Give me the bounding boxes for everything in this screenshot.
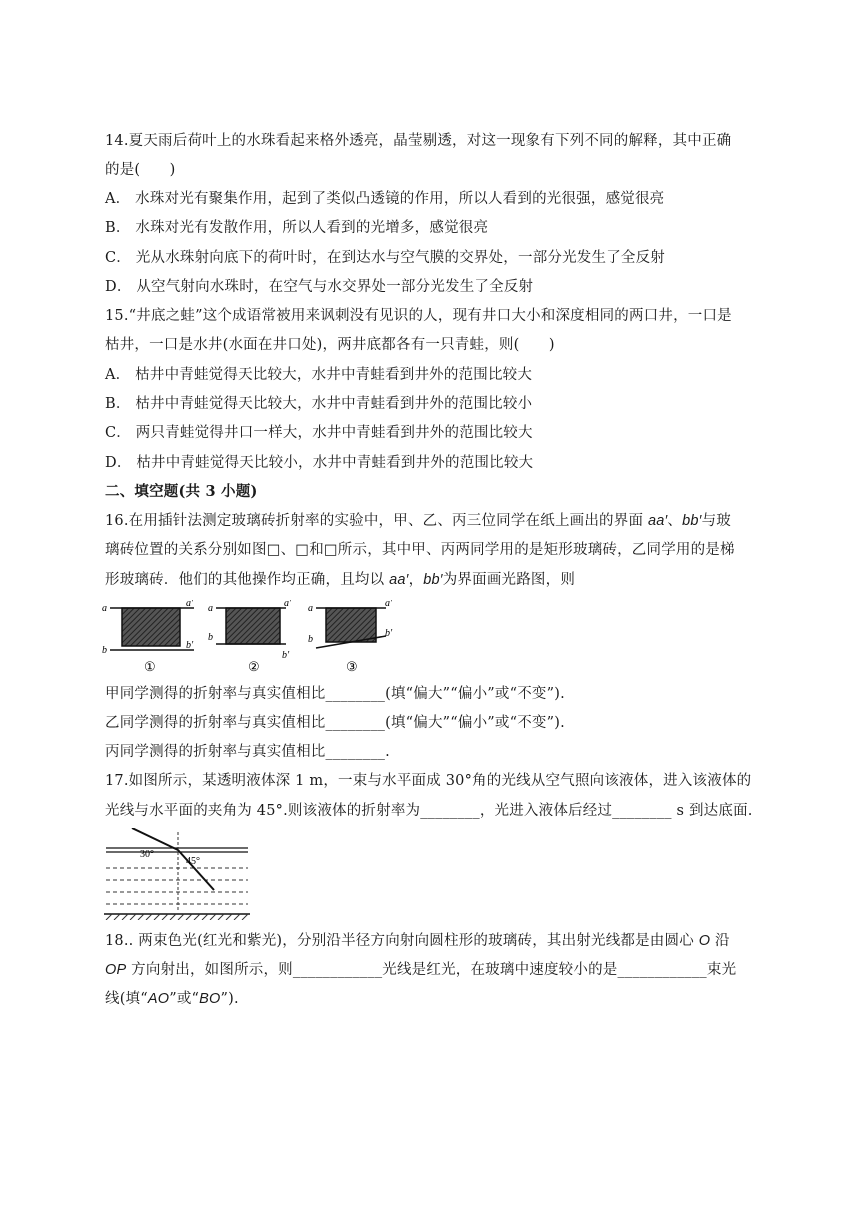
- section-heading: 二、填空题(共 3 小题): [105, 483, 258, 500]
- label-a: a: [208, 603, 213, 614]
- q18-center-o: O: [698, 933, 711, 949]
- q18-line2: [105, 960, 736, 980]
- q18-line3: [105, 989, 239, 1009]
- glass-brick: [122, 608, 180, 646]
- label-b: b: [308, 634, 313, 645]
- q14-option-c: C． 光从水珠射向底下的荷叶时，在到达水与空气膜的交界处，一部分光发生了全反射: [105, 250, 666, 266]
- q18-text: ”).: [220, 991, 239, 1007]
- q18-line1: [105, 931, 730, 951]
- q15-stem-line2: 枯井，一口是水井(水面在井口处)，两井底都各有一只青蛙，则( ): [105, 337, 555, 353]
- q17-line1: 17.如图所示，某透明液体深 1 m，一束与水平面成 30°角的光线从空气照向该液体，进入该液体的: [105, 773, 752, 789]
- glass-brick-trapezoid: [226, 608, 280, 644]
- q15-stem-line1: 15.“井底之蛙”这个成语常被用来讽刺没有见识的人，现有井口大小和深度相同的两口井，一口是: [105, 308, 732, 324]
- q16-line2: 璃砖位置的关系分别如图□、□和□所示，其中甲、丙两同学用的是矩形玻璃砖，乙同学用的是梯: [105, 542, 735, 558]
- label-b-prime: b′: [385, 628, 393, 639]
- q16-line3: [105, 570, 575, 590]
- label-b-prime: b′: [186, 640, 194, 651]
- q18-direction-op: OP: [105, 962, 127, 978]
- q16-text: 16.在用插针法测定玻璃砖折射率的实验中，甲、乙、丙三位同学在纸上画出的界面: [105, 513, 648, 529]
- label-b: b: [208, 632, 213, 643]
- q16-interface-bb: bb′: [423, 572, 443, 588]
- q16-fill-3: 丙同学测得的折射率与真实值相比________.: [105, 744, 390, 760]
- q15-option-c: C． 两只青蛙觉得井口一样大，水井中青蛙看到井外的范围比较大: [105, 425, 533, 441]
- angle-label-45: 45°: [186, 856, 200, 867]
- figure-number: ③: [346, 659, 358, 674]
- label-a-prime: a′: [385, 600, 393, 609]
- q18-text: 方向射出，如图所示，则____________光线是红光，在玻璃中速度较小的是____________束光: [126, 962, 737, 978]
- ground-hatch: [106, 914, 248, 920]
- q16-interface-aa: aa′: [647, 513, 668, 529]
- q16-text: 形玻璃砖．他们的其他操作均正确，且均以: [105, 572, 390, 588]
- q16-text: 、: [667, 513, 683, 529]
- q16-text: ，: [408, 572, 424, 588]
- q17-figure: [102, 828, 252, 920]
- label-a-prime: a′: [186, 600, 194, 609]
- q16-figure: [102, 600, 402, 676]
- label-b-prime: b′: [282, 650, 290, 661]
- figure-1: [102, 600, 194, 674]
- q14-stem-line2: 的是( ): [105, 162, 176, 178]
- q18-text: 18.. 两束色光(红光和紫光)，分别沿半径方向射向圆柱形的玻璃砖，其出射光线都是由圆心: [105, 933, 699, 949]
- q15-option-b: B． 枯井中青蛙觉得天比较大，水井中青蛙看到井外的范围比较小: [105, 396, 533, 412]
- q18-text: 沿: [710, 933, 730, 949]
- q18-text: 线(填“: [105, 991, 148, 1007]
- q16-interface-aa: aa′: [389, 572, 409, 588]
- figure-2: [208, 600, 292, 674]
- label-a: a: [308, 603, 313, 614]
- q16-fill-1: 甲同学测得的折射率与真实值相比________(填“偏大”“偏小”或“不变”).: [105, 686, 565, 702]
- q15-option-d: D． 枯井中青蛙觉得天比较小，水井中青蛙看到井外的范围比较大: [105, 455, 534, 471]
- q15-option-a: A． 枯井中青蛙觉得天比较大，水井中青蛙看到井外的范围比较大: [105, 367, 533, 383]
- figure-3: [308, 600, 393, 674]
- q14-stem-line1: 14.夏天雨后荷叶上的水珠看起来格外透亮，晶莹剔透，对这一现象有下列不同的解释，其中正确: [105, 133, 732, 149]
- glass-brick: [326, 608, 376, 642]
- q16-interface-bb: bb′: [682, 513, 702, 529]
- incident-ray: [132, 828, 178, 850]
- figure-number: ②: [248, 659, 260, 674]
- q16-line1: [105, 511, 731, 531]
- q18-ray-bo: BO: [199, 991, 221, 1007]
- q14-option-b: B． 水珠对光有发散作用，所以人看到的光增多，感觉很亮: [105, 220, 489, 236]
- figure-number: ①: [144, 659, 156, 674]
- label-a-prime: a′: [284, 600, 292, 609]
- q18-text: ”或“: [169, 991, 200, 1007]
- label-b: b: [102, 645, 107, 656]
- q14-option-d: D． 从空气射向水珠时，在空气与水交界处一部分光发生了全反射: [105, 279, 534, 295]
- q17-line2: 光线与水平面的夹角为 45°.则该液体的折射率为________，光进入液体后经过________ s 到达底面.: [105, 803, 753, 819]
- q14-option-a: A． 水珠对光有聚集作用，起到了类似凸透镜的作用，所以人看到的光很强，感觉很亮: [105, 191, 665, 207]
- q18-ray-ao: AO: [147, 991, 170, 1007]
- angle-label-30: 30°: [140, 849, 154, 860]
- q16-fill-2: 乙同学测得的折射率与真实值相比________(填“偏大”“偏小”或“不变”).: [105, 715, 565, 731]
- q16-text: 为界面画光路图，则: [442, 572, 576, 588]
- q16-text: 与玻: [701, 513, 731, 529]
- label-a: a: [102, 603, 107, 614]
